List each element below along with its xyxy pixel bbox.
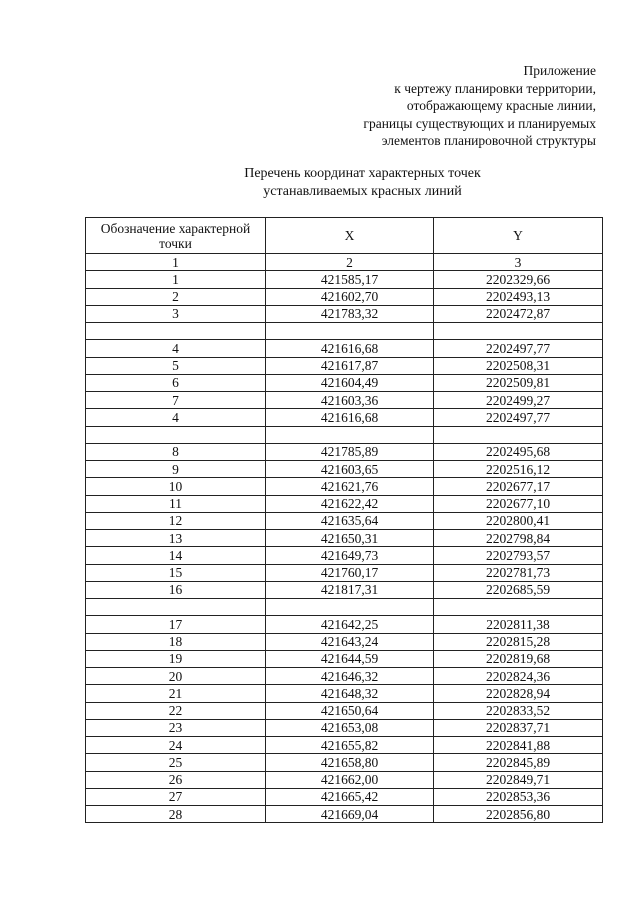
point-id-cell: 16: [86, 581, 266, 598]
y-coordinate-cell: [434, 323, 603, 340]
y-coordinate-cell: 2202811,38: [434, 616, 603, 633]
point-id-cell: [86, 323, 266, 340]
y-coordinate-cell: 2202509,81: [434, 374, 603, 391]
point-id-cell: 26: [86, 771, 266, 788]
header-x: X: [266, 218, 434, 254]
x-coordinate-cell: 421669,04: [266, 806, 434, 823]
column-numbering-row: [86, 254, 603, 271]
point-id-cell: 24: [86, 737, 266, 754]
point-id-cell: 8: [86, 443, 266, 460]
y-coordinate-cell: 2202833,52: [434, 702, 603, 719]
x-coordinate-cell: 421644,59: [266, 650, 434, 667]
point-id-cell: 28: [86, 806, 266, 823]
y-coordinate-cell: 2202793,57: [434, 547, 603, 564]
x-coordinate-cell: 421649,73: [266, 547, 434, 564]
table-row: [86, 271, 603, 288]
x-coordinate-cell: 421643,24: [266, 633, 434, 650]
point-id-cell: 12: [86, 512, 266, 529]
x-coordinate-cell: 421642,25: [266, 616, 434, 633]
x-coordinate-cell: 421650,31: [266, 530, 434, 547]
table-row: [86, 702, 603, 719]
column-number: 2: [266, 254, 434, 271]
point-id-cell: [86, 599, 266, 616]
table-row: [86, 392, 603, 409]
y-coordinate-cell: [434, 426, 603, 443]
x-coordinate-cell: 421783,32: [266, 305, 434, 322]
x-coordinate-cell: 421616,68: [266, 340, 434, 357]
table-row: [86, 288, 603, 305]
y-coordinate-cell: 2202849,71: [434, 771, 603, 788]
table-row: [86, 374, 603, 391]
table-row: [86, 599, 603, 616]
table-row: [86, 754, 603, 771]
column-number: 3: [434, 254, 603, 271]
point-id-cell: 13: [86, 530, 266, 547]
y-coordinate-cell: 2202516,12: [434, 461, 603, 478]
x-coordinate-cell: 421817,31: [266, 581, 434, 598]
point-id-cell: 9: [86, 461, 266, 478]
appendix-line: Приложение: [523, 63, 596, 78]
table-row: [86, 668, 603, 685]
x-coordinate-cell: 421616,68: [266, 409, 434, 426]
table-row: [86, 719, 603, 736]
table-row: [86, 357, 603, 374]
y-coordinate-cell: 2202798,84: [434, 530, 603, 547]
y-coordinate-cell: 2202828,94: [434, 685, 603, 702]
point-id-cell: 6: [86, 374, 266, 391]
y-coordinate-cell: 2202499,27: [434, 392, 603, 409]
y-coordinate-cell: 2202800,41: [434, 512, 603, 529]
appendix-line: к чертежу планировки территории,: [394, 80, 596, 96]
y-coordinate-cell: 2202329,66: [434, 271, 603, 288]
y-coordinate-cell: 2202497,77: [434, 409, 603, 426]
table-row: [86, 495, 603, 512]
table-header-row: [86, 218, 603, 254]
table-row: [86, 478, 603, 495]
header-point-designation: Обозначение характерной точки: [86, 218, 266, 254]
point-id-cell: 14: [86, 547, 266, 564]
x-coordinate-cell: 421622,42: [266, 495, 434, 512]
title-line: Перечень координат характерных точек: [244, 166, 481, 181]
table-row: [86, 443, 603, 460]
point-id-cell: 11: [86, 495, 266, 512]
y-coordinate-cell: 2202815,28: [434, 633, 603, 650]
y-coordinate-cell: 2202841,88: [434, 737, 603, 754]
point-id-cell: 27: [86, 788, 266, 805]
document-title: [0, 165, 640, 200]
y-coordinate-cell: [434, 599, 603, 616]
appendix-line: элементов планировочной структуры: [381, 133, 596, 149]
header-y: Y: [434, 218, 603, 254]
table-row: [86, 530, 603, 547]
x-coordinate-cell: 421604,49: [266, 374, 434, 391]
x-coordinate-cell: 421585,17: [266, 271, 434, 288]
table-row: [86, 806, 603, 823]
table-row: [86, 305, 603, 322]
x-coordinate-cell: 421665,42: [266, 788, 434, 805]
y-coordinate-cell: 2202819,68: [434, 650, 603, 667]
y-coordinate-cell: 2202497,77: [434, 340, 603, 357]
x-coordinate-cell: [266, 323, 434, 340]
y-coordinate-cell: 2202493,13: [434, 288, 603, 305]
x-coordinate-cell: 421655,82: [266, 737, 434, 754]
x-coordinate-cell: 421602,70: [266, 288, 434, 305]
point-id-cell: [86, 426, 266, 443]
y-coordinate-cell: 2202508,31: [434, 357, 603, 374]
y-coordinate-cell: 2202824,36: [434, 668, 603, 685]
table-row: [86, 633, 603, 650]
y-coordinate-cell: 2202837,71: [434, 719, 603, 736]
point-id-cell: 18: [86, 633, 266, 650]
x-coordinate-cell: 421646,32: [266, 668, 434, 685]
x-coordinate-cell: [266, 426, 434, 443]
table-row: [86, 512, 603, 529]
appendix-line: границы существующих и планируемых: [363, 115, 596, 131]
table-row: [86, 616, 603, 633]
x-coordinate-cell: 421760,17: [266, 564, 434, 581]
table-row: [86, 581, 603, 598]
table-row: [86, 409, 603, 426]
point-id-cell: 17: [86, 616, 266, 633]
x-coordinate-cell: 421617,87: [266, 357, 434, 374]
table-row: [86, 426, 603, 443]
y-coordinate-cell: 2202853,36: [434, 788, 603, 805]
y-coordinate-cell: 2202677,10: [434, 495, 603, 512]
y-coordinate-cell: 2202781,73: [434, 564, 603, 581]
point-id-cell: 23: [86, 719, 266, 736]
y-coordinate-cell: 2202845,89: [434, 754, 603, 771]
y-coordinate-cell: 2202856,80: [434, 806, 603, 823]
y-coordinate-cell: 2202472,87: [434, 305, 603, 322]
column-number: 1: [86, 254, 266, 271]
table-row: [86, 788, 603, 805]
point-id-cell: 20: [86, 668, 266, 685]
point-id-cell: 4: [86, 340, 266, 357]
title-line: устанавливаемых красных линий: [263, 183, 462, 199]
appendix-line: отображающему красные линии,: [406, 98, 596, 114]
x-coordinate-cell: 421650,64: [266, 702, 434, 719]
point-id-cell: 1: [86, 271, 266, 288]
table-row: [86, 771, 603, 788]
x-coordinate-cell: [266, 599, 434, 616]
y-coordinate-cell: 2202495,68: [434, 443, 603, 460]
coordinates-table: [85, 217, 603, 823]
point-id-cell: 2: [86, 288, 266, 305]
table-row: [86, 323, 603, 340]
x-coordinate-cell: 421635,64: [266, 512, 434, 529]
x-coordinate-cell: 421603,36: [266, 392, 434, 409]
x-coordinate-cell: 421603,65: [266, 461, 434, 478]
table-row: [86, 685, 603, 702]
table-row: [86, 564, 603, 581]
point-id-cell: 21: [86, 685, 266, 702]
x-coordinate-cell: 421648,32: [266, 685, 434, 702]
point-id-cell: 10: [86, 478, 266, 495]
point-id-cell: 3: [86, 305, 266, 322]
point-id-cell: 19: [86, 650, 266, 667]
y-coordinate-cell: 2202677,17: [434, 478, 603, 495]
point-id-cell: 7: [86, 392, 266, 409]
table-row: [86, 461, 603, 478]
table-row: [86, 340, 603, 357]
point-id-cell: 15: [86, 564, 266, 581]
appendix-header: [363, 62, 596, 150]
point-id-cell: 22: [86, 702, 266, 719]
x-coordinate-cell: 421653,08: [266, 719, 434, 736]
table-row: [86, 547, 603, 564]
table-body: [86, 254, 603, 823]
point-id-cell: 4: [86, 409, 266, 426]
x-coordinate-cell: 421785,89: [266, 443, 434, 460]
table-row: [86, 650, 603, 667]
x-coordinate-cell: 421662,00: [266, 771, 434, 788]
y-coordinate-cell: 2202685,59: [434, 581, 603, 598]
table-row: [86, 737, 603, 754]
x-coordinate-cell: 421621,76: [266, 478, 434, 495]
point-id-cell: 25: [86, 754, 266, 771]
point-id-cell: 5: [86, 357, 266, 374]
x-coordinate-cell: 421658,80: [266, 754, 434, 771]
